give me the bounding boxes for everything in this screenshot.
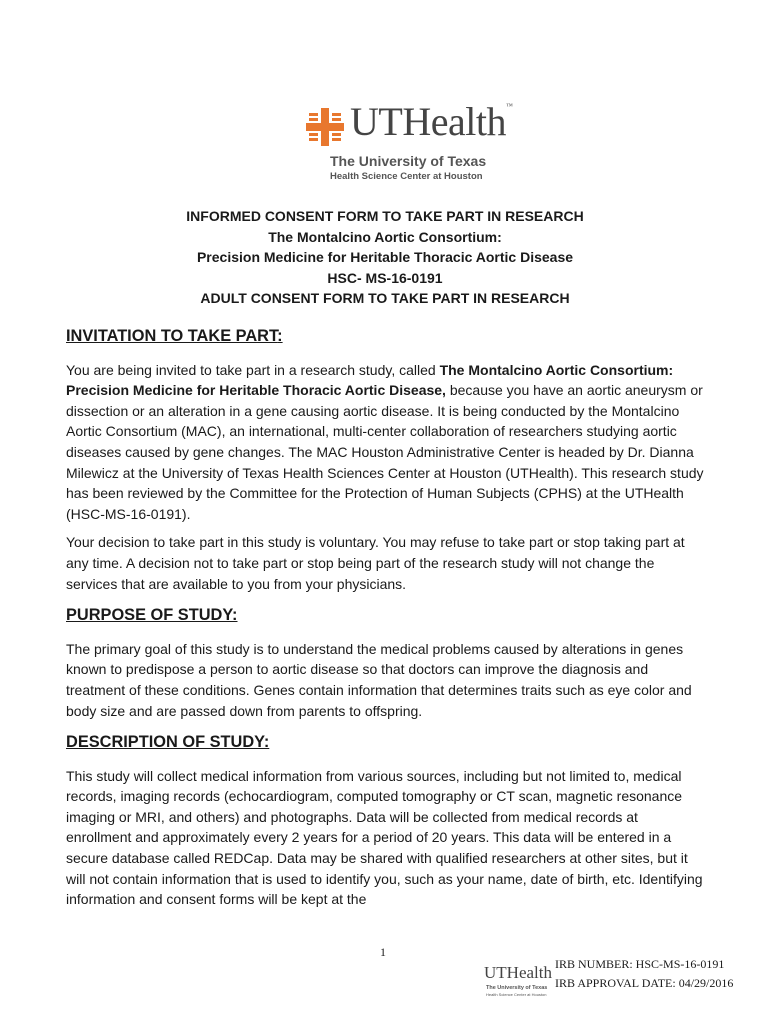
logo-brand: UTHealth™	[350, 99, 513, 144]
purpose-heading: PURPOSE OF STUDY:	[66, 606, 238, 625]
title-line-4: HSC- MS-16-0191	[327, 269, 443, 286]
irb-info	[555, 955, 733, 993]
invitation-paragraph-2: Your decision to take part in this study is voluntary. You may refuse to take part or stop taking part at any time. A decision not to take part or stop being part of the research study will not change the services that are available to you from your physicians.	[66, 534, 685, 592]
invitation-heading: INVITATION TO TAKE PART:	[66, 327, 283, 345]
document-body	[66, 326, 706, 910]
logo-center-line: Health Science Center at Houston	[330, 171, 483, 182]
page-number: 1	[380, 945, 386, 959]
logo-university-line: The University of Texas	[330, 153, 487, 169]
description-heading: DESCRIPTION OF STUDY:	[66, 733, 270, 752]
title-line-3: Precision Medicine for Heritable Thoracic Aortic Disease	[196, 249, 574, 265]
title-line-2: The Montalcino Aortic Consortium:	[268, 228, 502, 245]
trademark-symbol: ™	[505, 102, 513, 110]
small-logo-line-2: Health Science Center at Houston	[486, 992, 547, 997]
title-line-1: INFORMED CONSENT FORM TO TAKE PART IN RESEARCH	[186, 208, 584, 224]
study-name: The Montalcino Aortic Consortium: Precision Medicine for Heritable Thoracic Aortic Disease,	[66, 361, 674, 399]
small-logo-brand: UTHealth	[484, 963, 552, 982]
irb-stamp	[484, 955, 754, 1005]
title-line-5: ADULT CONSENT FORM TO TAKE PART IN RESEARCH	[200, 290, 570, 306]
purpose-paragraph: The primary goal of this study is to understand the medical problems caused by alterations in genes known to predispose a person to aortic disease so that doctors can improve the diagnosis and treatment of these conditions. Genes contain information that determines traits such as eye color and body size and are passed down from parents to offspring.	[66, 640, 692, 719]
small-uthealth-logo	[484, 963, 550, 1003]
description-paragraph: This study will collect medical information from various sources, including but not limited to, medical records, imaging records (echocardiogram, computed tomography or CT scan, magnetic resonance imaging or MRI, and others) and photographs. Data will be collected from medical records at enrollment and approximately every 2 years for a period of 20 years. This data will be entered in a secure database called REDCap. Data may be shared with qualified researchers at other sites, but it will not contain information that is used to identify you, such as your name, date of birth, etc. Identifying information and consent forms will be kept at the	[66, 767, 703, 908]
uthealth-logo	[306, 99, 513, 182]
uthealth-emblem-icon	[306, 108, 344, 146]
small-logo-line-1: The University of Texas	[486, 985, 548, 991]
document-title	[66, 206, 704, 309]
irb-number: IRB NUMBER: HSC-MS-16-0191	[555, 957, 725, 971]
invitation-paragraph-1: You are being invited to take part in a research study, called The Montalcino Aortic Consortium: Precision Medicine for Heritable Thoracic Aortic Disease, because you have an aortic aneurysm or dissection or an alteration in a gene causing aortic disease. It is being conducted by the Montalcino Aortic Consortium (MAC), an international, multi-center collaboration of researchers studying aortic diseases caused by gene changes. The MAC Houston Administrative Center is headed by Dr. Dianna Milewicz at the University of Texas Health Sciences Center at Houston (UTHealth). This research study has been reviewed by the Committee for the Protection of Human Subjects (CPHS) at the UTHealth (HSC-MS-16-0191).	[66, 361, 704, 522]
irb-approval-date: IRB APPROVAL DATE: 04/29/2016	[555, 976, 734, 990]
